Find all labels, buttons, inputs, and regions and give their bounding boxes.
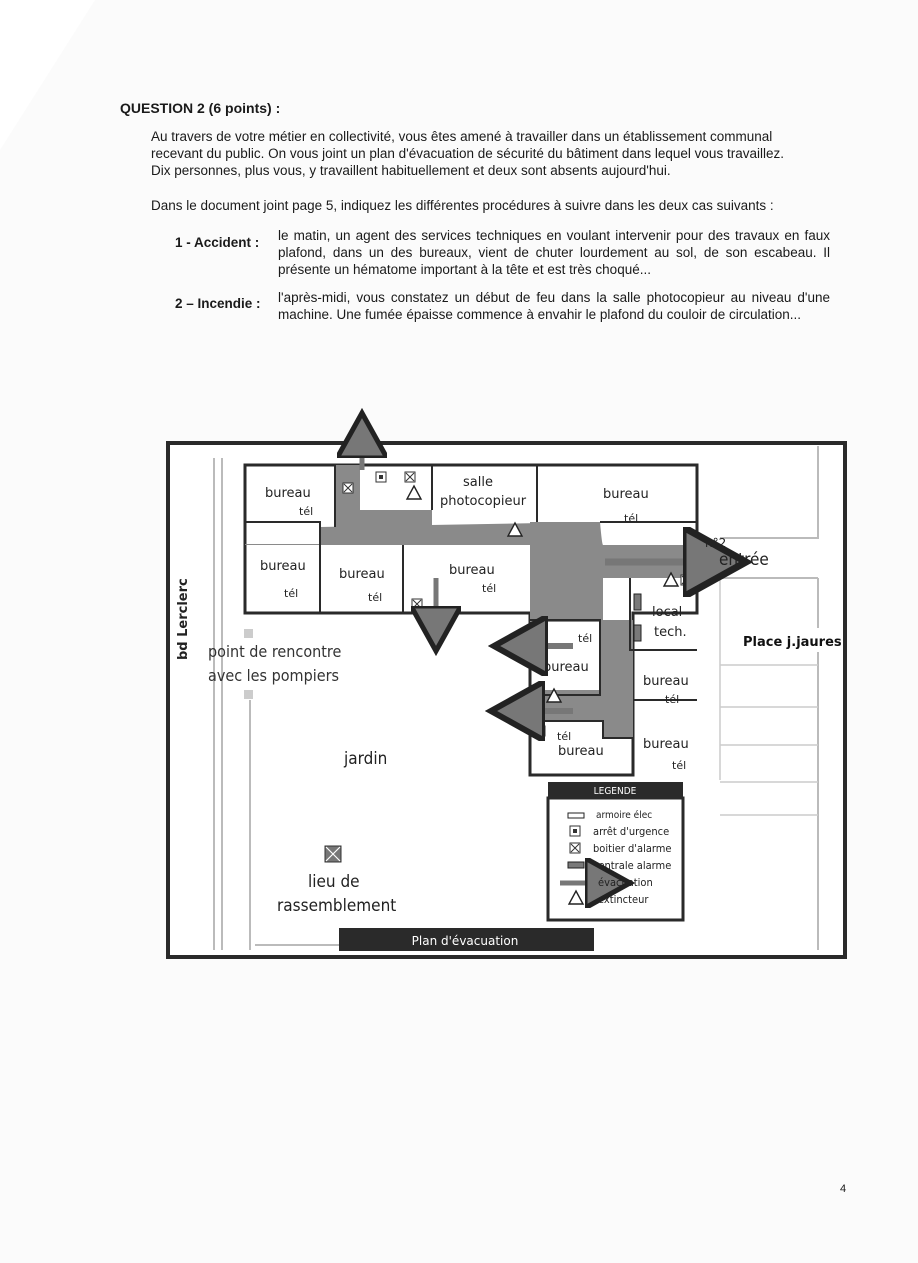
- page-number: 4: [840, 1183, 847, 1195]
- room-tel-8: tél: [557, 730, 572, 743]
- legend-alarm-icon: [570, 843, 580, 853]
- assembly-point-icon: [325, 846, 341, 862]
- room-bureau-3: bureau: [260, 559, 306, 574]
- meeting-point-marker: [244, 629, 253, 638]
- street-label: bd Lerclerc: [176, 578, 191, 660]
- legend-elec-icon: [568, 813, 584, 818]
- legend-title: LEGENDE: [593, 786, 637, 797]
- room-bureau-9: bureau: [643, 737, 689, 752]
- meeting-point-marker-2: [244, 690, 253, 699]
- case-1-text: le matin, un agent des services techniques en voulant intervenir pour des travaux en faux plafond, dans un des bureaux, vient de chuter lourdement au sol, de son escabeau. Il présente un hématome important à la tête et est très choqué...: [278, 228, 830, 277]
- legend: [548, 782, 683, 920]
- legend-item-6: extincteur: [598, 893, 649, 906]
- room-tel-7: tél: [665, 693, 680, 706]
- meeting-point-line-2: avec les pompiers: [208, 666, 339, 685]
- legend-item-1: armoire élec: [596, 810, 653, 821]
- assembly-line-2: rassemblement: [277, 896, 397, 916]
- room-tel-9: tél: [672, 759, 687, 772]
- meeting-point-line-1: point de rencontre: [208, 642, 342, 661]
- room-tel-3: tél: [284, 587, 299, 600]
- room-tel-1: tél: [299, 505, 314, 518]
- question-title: QUESTION 2 (6 points) :: [120, 100, 281, 116]
- case-2-label: 2 – Incendie :: [175, 296, 261, 311]
- room-local-1: local: [652, 605, 683, 620]
- room-bureau-5: bureau: [449, 563, 495, 578]
- square-label: Place j.jaures: [743, 635, 842, 650]
- legend-item-2: arrêt d'urgence: [593, 825, 670, 838]
- case-1-label: 1 - Accident :: [175, 235, 260, 250]
- room-tel-5: tél: [482, 582, 497, 595]
- entrance-label: entrée: [719, 550, 769, 570]
- legend-item-5: évacuation: [598, 876, 653, 889]
- corridor-junction: [530, 522, 600, 622]
- room-bureau-6: bureau: [543, 660, 589, 675]
- room-salle-1: salle: [463, 475, 493, 490]
- legend-item-3: boitier d'alarme: [593, 842, 672, 855]
- room-tel-4: tél: [368, 591, 383, 604]
- room-bureau-1: bureau: [265, 486, 311, 501]
- case-2-text: l'après-midi, vous constatez un début de feu dans la salle photocopieur au niveau d'une machine. Une fumée épaisse commence à envahir le plafond du couloir de circulation...: [278, 290, 830, 322]
- intro-line-1: Au travers de votre métier en collectivité, vous êtes amené à travailler dans un établissement communal: [151, 129, 773, 144]
- plan-footer-title: Plan d'évacuation: [411, 934, 519, 948]
- room-tel-6: tél: [578, 632, 593, 645]
- intro-line-2: recevant du public. On vous joint un plan d'évacuation de sécurité du bâtiment dans lequel vous travaillez.: [151, 146, 784, 161]
- garden-label: jardin: [344, 749, 388, 769]
- room-bureau-8: bureau: [558, 744, 604, 759]
- legend-stop-icon: [570, 826, 580, 836]
- room-tel-2: tél: [624, 512, 639, 525]
- intro-line-3: Dix personnes, plus vous, y travaillent habituellement et deux sont absents aujourd'hui.: [151, 163, 671, 178]
- room-bureau-4: bureau: [339, 567, 385, 582]
- assembly-line-1: lieu de: [308, 872, 360, 892]
- entrance-number: n°2: [705, 536, 727, 550]
- room-bureau-2: bureau: [603, 487, 649, 502]
- room-local-2: tech.: [654, 625, 687, 640]
- question-ask: Dans le document joint page 5, indiquez les différentes procédures à suivre dans les deux cas suivants :: [151, 198, 774, 213]
- room-bureau-7: bureau: [643, 674, 689, 689]
- legend-item-4: centrale alarme: [593, 859, 672, 872]
- room-salle-2: photocopieur: [440, 494, 527, 509]
- emergency-stop-icons: [376, 472, 386, 482]
- legend-central-icon: [568, 862, 584, 868]
